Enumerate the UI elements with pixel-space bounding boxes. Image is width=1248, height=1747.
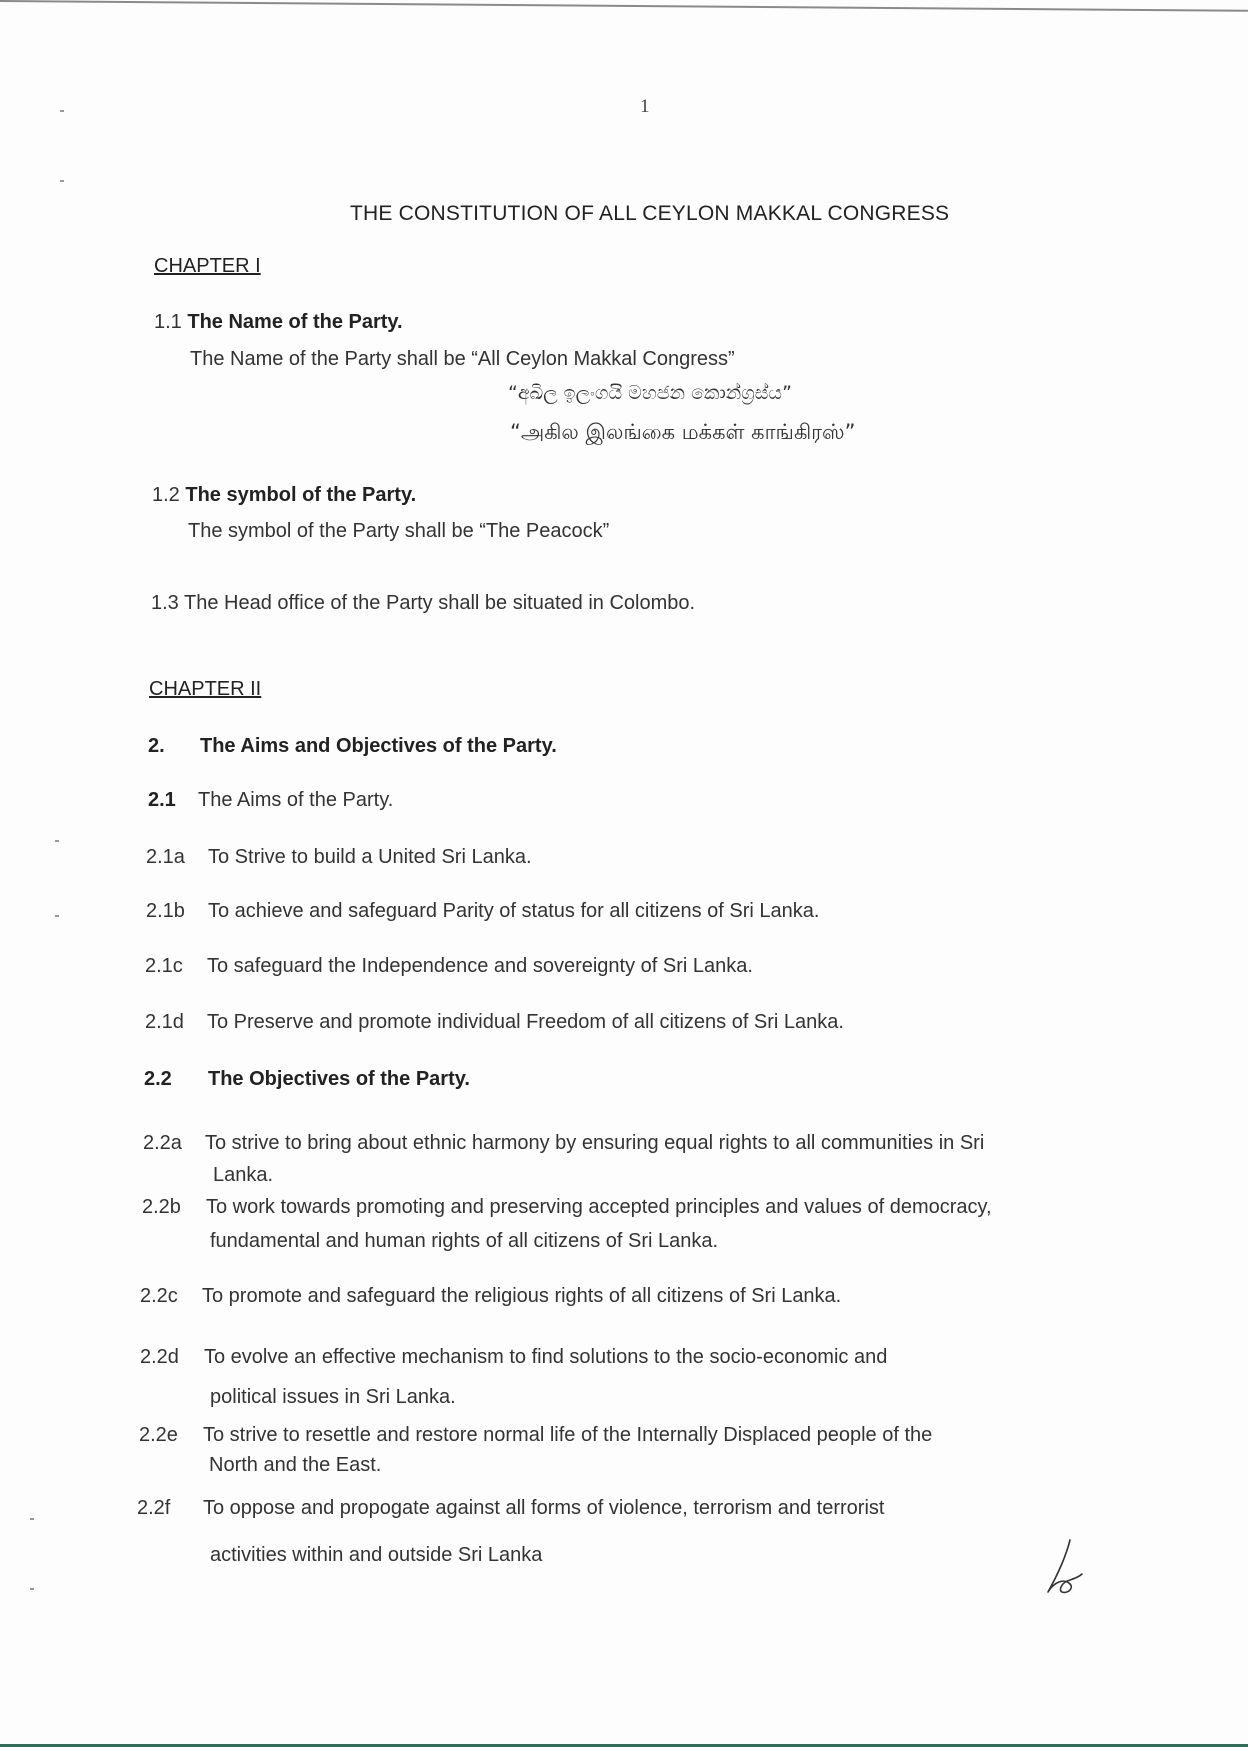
section-2-1-heading — [148, 789, 393, 812]
aim-text: To Strive to build a United Sri Lanka. — [208, 846, 532, 868]
scan-top-edge — [0, 0, 1248, 26]
section-1-1-number: 1.1 — [154, 311, 182, 333]
objective-text-line2: activities within and outside Sri Lanka — [210, 1544, 543, 1566]
section-1-1-text: The Name of the Party shall be “All Ceylon Makkal Congress” — [190, 348, 735, 370]
objective-number: 2.2a — [143, 1132, 182, 1154]
objective-number: 2.2b — [142, 1196, 181, 1218]
objective-item — [143, 1132, 984, 1155]
aim-item — [146, 846, 532, 869]
aim-number: 2.1a — [146, 846, 185, 868]
objective-text-line1: To evolve an effective mechanism to find solutions to the socio-economic and — [204, 1346, 888, 1368]
objective-text-line1: To oppose and propogate against all forms of violence, terrorism and terrorist — [203, 1497, 885, 1519]
scan-speck — [55, 840, 59, 842]
section-2-2-title: The Objectives of the Party. — [208, 1068, 470, 1090]
aim-number: 2.1b — [146, 900, 185, 922]
objective-item — [142, 1196, 992, 1219]
aim-number: 2.1c — [145, 955, 183, 977]
objective-text-line1: To promote and safeguard the religious rights of all citizens of Sri Lanka. — [202, 1285, 842, 1307]
section-1-2-number: 1.2 — [152, 484, 180, 506]
section-2-2-number: 2.2 — [144, 1068, 172, 1090]
chapter-1-heading: CHAPTER I — [154, 255, 261, 277]
section-2-1-title: The Aims of the Party. — [198, 789, 394, 811]
signature-initial-icon — [1040, 1538, 1090, 1598]
scan-speck — [60, 180, 64, 182]
objective-item — [139, 1424, 932, 1447]
aim-text: To achieve and safeguard Parity of status for all citizens of Sri Lanka. — [208, 900, 820, 922]
section-1-2-title: The symbol of the Party. — [185, 484, 417, 506]
objective-text-line2: fundamental and human rights of all citizens of Sri Lanka. — [210, 1230, 719, 1252]
objective-text-line2: Lanka. — [213, 1164, 274, 1186]
section-1-1-heading — [154, 311, 403, 334]
aim-item — [146, 900, 819, 923]
objective-item — [140, 1346, 887, 1369]
objective-number: 2.2d — [140, 1346, 179, 1368]
aim-item — [145, 1011, 844, 1034]
section-2-1-number: 2.1 — [148, 789, 176, 811]
page-number: 1 — [640, 96, 650, 117]
aim-item — [145, 955, 753, 978]
party-name-sinhala: “අඛිල ඉලංගයි මහජන කොන්ග්‍රස්ය” — [508, 382, 792, 404]
objective-item — [140, 1285, 841, 1308]
objective-number: 2.2f — [137, 1497, 171, 1519]
chapter-2-heading: CHAPTER II — [149, 678, 262, 700]
section-2-number: 2. — [148, 735, 165, 757]
scan-speck — [30, 1518, 34, 1520]
document-title: THE CONSTITUTION OF ALL CEYLON MAKKAL CONGRESS — [350, 202, 950, 225]
objective-text-line1: To work towards promoting and preserving accepted principles and values of democracy, — [206, 1196, 992, 1218]
scan-speck — [55, 915, 59, 917]
party-name-tamil: “அகில இலங்கை மக்கள் காங்கிரஸ்” — [510, 420, 856, 444]
aim-number: 2.1d — [145, 1011, 184, 1033]
objective-text-line2: political issues in Sri Lanka. — [210, 1386, 456, 1408]
objective-number: 2.2c — [140, 1285, 178, 1307]
section-1-2-heading — [152, 484, 416, 507]
scan-speck — [30, 1588, 34, 1590]
scan-speck — [60, 110, 64, 112]
objective-text-line2: North and the East. — [209, 1454, 382, 1476]
objective-text-line1: To strive to resettle and restore normal life of the Internally Displaced people of the — [203, 1424, 933, 1446]
aim-text: To Preserve and promote individual Freedom of all citizens of Sri Lanka. — [207, 1011, 844, 1033]
objective-item — [137, 1497, 884, 1520]
section-2-title: The Aims and Objectives of the Party. — [200, 735, 557, 757]
section-1-1-title: The Name of the Party. — [187, 311, 403, 333]
aim-text: To safeguard the Independence and sovereignty of Sri Lanka. — [207, 955, 753, 977]
section-2-heading — [148, 735, 557, 758]
objective-text-line1: To strive to bring about ethnic harmony by ensuring equal rights to all communities in Sri — [205, 1132, 985, 1154]
objective-number: 2.2e — [139, 1424, 178, 1446]
section-1-3-text: 1.3 The Head office of the Party shall be situated in Colombo. — [151, 592, 696, 614]
section-2-2-heading — [144, 1068, 470, 1091]
section-1-2-text: The symbol of the Party shall be “The Peacock” — [188, 520, 610, 542]
